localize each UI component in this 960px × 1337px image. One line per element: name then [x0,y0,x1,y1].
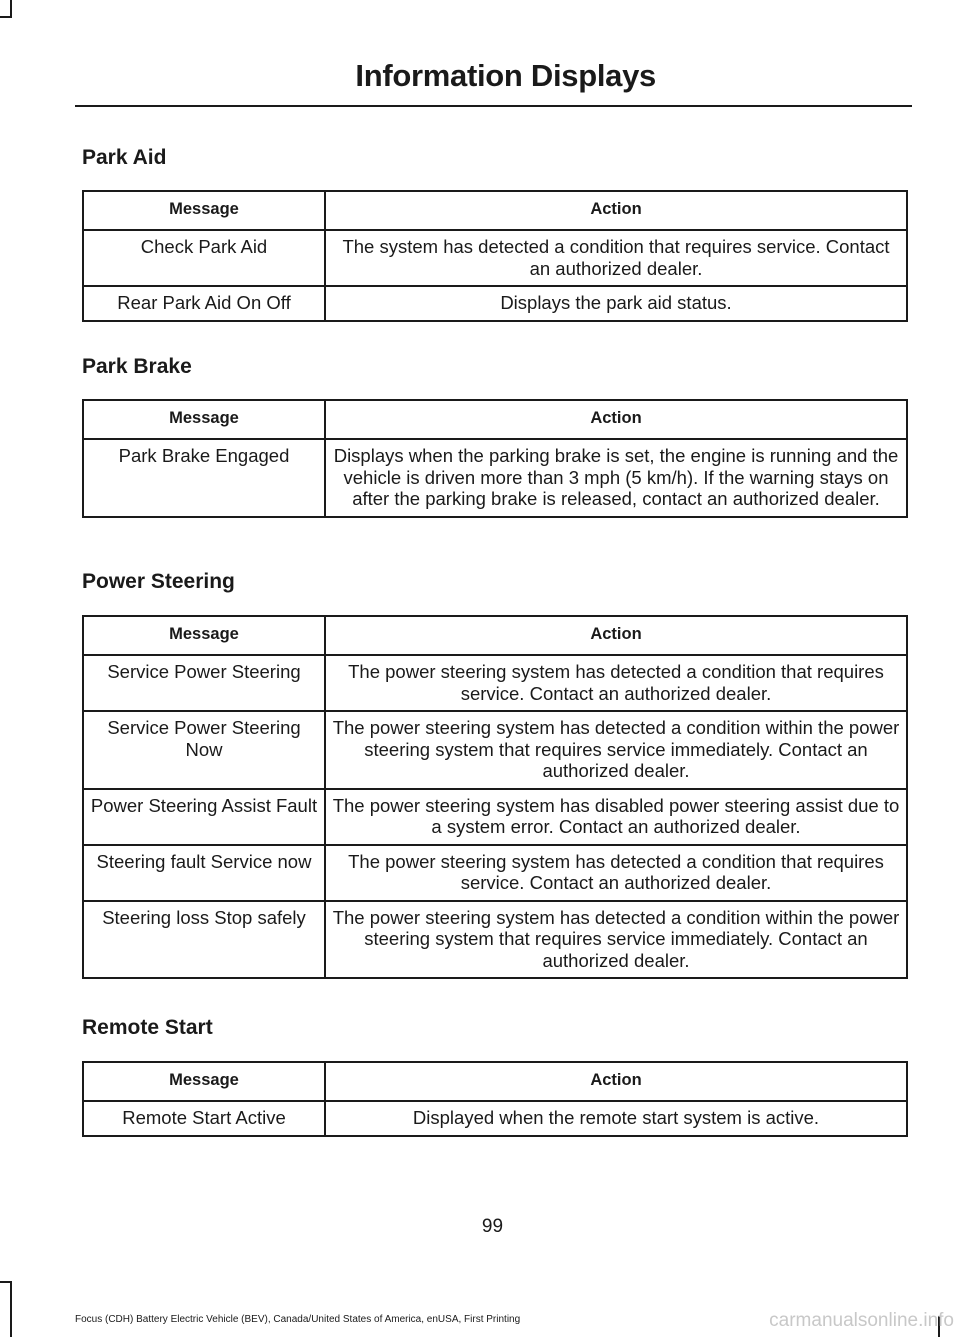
table-row [83,655,907,711]
remote-start-table [82,1061,908,1137]
message-cell: Check Park Aid [83,230,325,286]
table-row [83,901,907,979]
column-header-action: Action [325,400,907,439]
power-steering-table [82,615,908,979]
table-header-row [83,1062,907,1101]
action-cell: The power steering system has detected a condition that requires service. Contact an authorized dealer. [325,655,907,711]
crop-mark-bottom-left [10,1281,12,1337]
column-header-action: Action [325,191,907,230]
page-number: 99 [481,1216,504,1237]
park-brake-table [82,399,908,518]
park-aid-table [82,190,908,322]
footer-text: Focus (CDH) Battery Electric Vehicle (BEV), Canada/United States of America, enUSA, First Printing [75,1314,521,1325]
message-cell: Park Brake Engaged [83,439,325,517]
column-header-message: Message [83,616,325,655]
message-cell: Rear Park Aid On Off [83,286,325,321]
action-cell: The power steering system has detected a condition within the power steering system that requires service immediately. Contact an authorized dealer. [325,711,907,789]
table-row [83,230,907,286]
header-divider [75,105,912,107]
table-row [83,845,907,901]
message-cell: Service Power Steering Now [83,711,325,789]
section-heading-park-aid: Park Aid [82,146,167,169]
action-cell: The system has detected a condition that requires service. Contact an authorized dealer. [325,230,907,286]
message-cell: Remote Start Active [83,1101,325,1136]
message-cell: Service Power Steering [83,655,325,711]
table-row [83,789,907,845]
table-header-row [83,400,907,439]
action-cell: Displays the park aid status. [325,286,907,321]
table-header-row [83,191,907,230]
table-row [83,286,907,321]
column-header-message: Message [83,1062,325,1101]
crop-mark-bottom-left [0,1281,12,1283]
action-cell: Displays when the parking brake is set, the engine is running and the vehicle is driven more than 3 mph (5 km/h). If the warning stays on after the parking brake is released, contact an authorized dealer. [325,439,907,517]
section-heading-park-brake: Park Brake [82,355,192,378]
page-title: Information Displays [355,58,656,93]
table-row [83,711,907,789]
section-heading-remote-start: Remote Start [82,1016,213,1039]
column-header-action: Action [325,616,907,655]
section-heading-power-steering: Power Steering [82,570,235,593]
watermark-text: carmanualsonline.info [769,1310,954,1331]
action-cell: The power steering system has disabled power steering assist due to a system error. Contact an authorized dealer. [325,789,907,845]
message-cell: Steering loss Stop safely [83,901,325,979]
column-header-message: Message [83,191,325,230]
table-row [83,439,907,517]
table-header-row [83,616,907,655]
message-cell: Power Steering Assist Fault [83,789,325,845]
message-cell: Steering fault Service now [83,845,325,901]
action-cell: The power steering system has detected a condition within the power steering system that requires service immediately. Contact an authorized dealer. [325,901,907,979]
action-cell: The power steering system has detected a condition that requires service. Contact an authorized dealer. [325,845,907,901]
table-row [83,1101,907,1136]
action-cell: Displayed when the remote start system is active. [325,1101,907,1136]
crop-mark-top-left [0,16,12,18]
column-header-message: Message [83,400,325,439]
column-header-action: Action [325,1062,907,1101]
